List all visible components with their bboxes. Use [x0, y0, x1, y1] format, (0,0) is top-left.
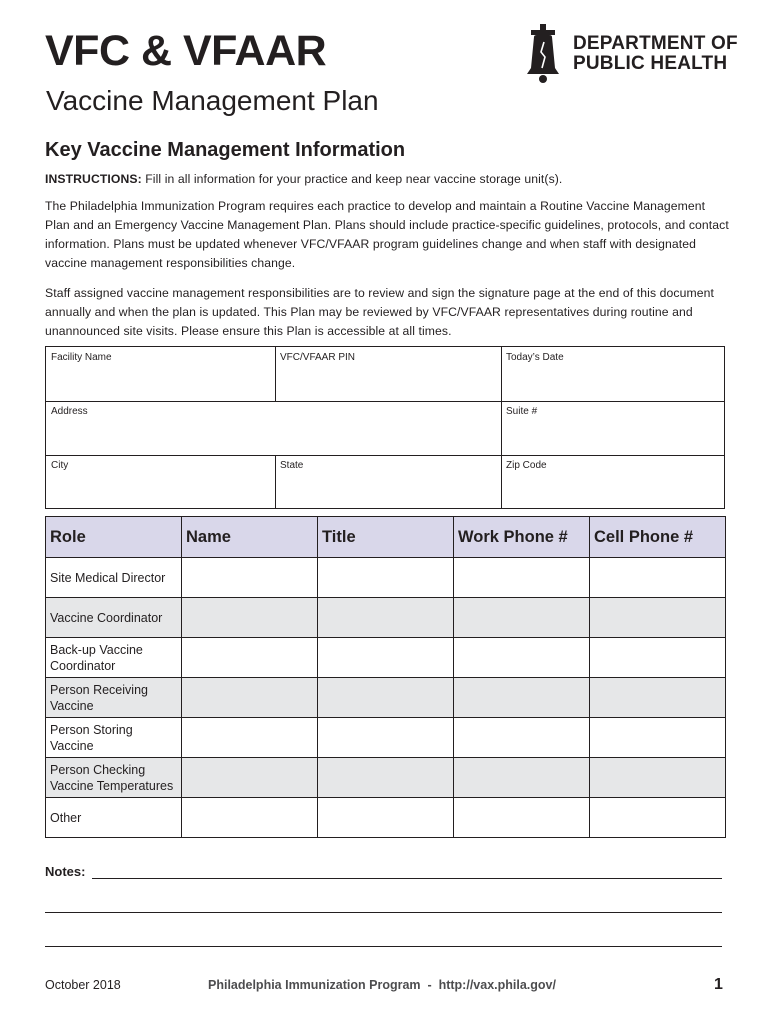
name-input-cell[interactable] [182, 758, 318, 798]
cell-phone-input-cell[interactable] [590, 758, 726, 798]
title-input-cell[interactable] [318, 758, 454, 798]
work-phone-input-cell[interactable] [454, 558, 590, 598]
work-phone-input-cell[interactable] [454, 678, 590, 718]
cell-phone-input-cell[interactable] [590, 598, 726, 638]
table-row [46, 718, 726, 758]
suite-field[interactable] [501, 401, 725, 455]
work-phone-input-cell[interactable] [454, 798, 590, 838]
role-label: Person Checking Vaccine Temperatures [46, 758, 182, 798]
name-input-cell[interactable] [182, 718, 318, 758]
suite-label: Suite # [506, 406, 538, 417]
name-input-cell[interactable] [182, 598, 318, 638]
work-phone-input-cell[interactable] [454, 758, 590, 798]
section-title: Key Vaccine Management Information [45, 139, 406, 161]
instructions [45, 170, 730, 189]
title-input-cell[interactable] [318, 798, 454, 838]
state-label: State [280, 460, 304, 471]
name-input-cell[interactable] [182, 798, 318, 838]
instructions-text: Fill in all information for your practice and keep near vaccine storage unit(s). [141, 172, 563, 186]
address-field[interactable] [46, 401, 501, 455]
table-row [46, 638, 726, 678]
roles-table [45, 516, 726, 838]
role-label: Back-up Vaccine Coordinator [46, 638, 182, 678]
logo-line-2: PUBLIC HEALTH [573, 53, 728, 74]
work-phone-input-cell[interactable] [454, 638, 590, 678]
table-row [46, 798, 726, 838]
cell-phone-input-cell[interactable] [590, 798, 726, 838]
city-field[interactable] [46, 455, 275, 509]
zip-field[interactable] [501, 455, 725, 509]
table-row [46, 598, 726, 638]
title-input-cell[interactable] [318, 718, 454, 758]
table-header-row [46, 517, 726, 558]
cell-phone-input-cell[interactable] [590, 718, 726, 758]
cell-phone-input-cell[interactable] [590, 558, 726, 598]
column-header-cell-phone: Cell Phone # [590, 517, 726, 558]
column-header-name: Name [182, 517, 318, 558]
department-logo [521, 24, 751, 86]
facility-info-form [45, 346, 725, 509]
title-input-cell[interactable] [318, 558, 454, 598]
name-input-cell[interactable] [182, 678, 318, 718]
title-input-cell[interactable] [318, 678, 454, 718]
city-label: City [51, 460, 69, 471]
work-phone-input-cell[interactable] [454, 718, 590, 758]
role-label: Person Receiving Vaccine [46, 678, 182, 718]
liberty-bell-icon [521, 24, 565, 84]
column-header-title: Title [318, 517, 454, 558]
pin-field[interactable] [275, 347, 501, 401]
column-header-work-phone: Work Phone # [454, 517, 590, 558]
role-label: Other [46, 798, 182, 838]
table-row [46, 758, 726, 798]
zip-label: Zip Code [506, 460, 547, 471]
date-label: Today’s Date [506, 352, 564, 363]
state-field[interactable] [275, 455, 501, 509]
page-number: 1 [714, 976, 723, 993]
title-input-cell[interactable] [318, 598, 454, 638]
notes-line[interactable] [45, 912, 722, 913]
logo-line-1: DEPARTMENT OF [573, 33, 738, 54]
name-input-cell[interactable] [182, 558, 318, 598]
table-row [46, 558, 726, 598]
paragraph-requirements: The Philadelphia Immunization Program requires each practice to develop and maintain a Routine Vaccine Management Plan and an Emergency Vaccine Management Plan. Plans should include practice-specific guidelines, protocols, and contact information. Plans must be updated whenever VFC/VFAAR program guidelines change and when staff with designated vaccine management responsibilities change. [45, 199, 729, 270]
role-label: Vaccine Coordinator [46, 598, 182, 638]
name-input-cell[interactable] [182, 638, 318, 678]
notes-line[interactable] [92, 878, 722, 879]
role-label: Site Medical Director [46, 558, 182, 598]
cell-phone-input-cell[interactable] [590, 678, 726, 718]
facility-name-field[interactable] [46, 347, 275, 401]
document-subtitle: Vaccine Management Plan [46, 85, 379, 116]
date-field[interactable] [501, 347, 725, 401]
paragraph-signature: Staff assigned vaccine management responsibilities are to review and sign the signature page at the end of this document annually and when the plan is updated. This Plan may be reviewed by VFC/VFAAR representatives during routine and unannounced site visits. Please ensure this Plan is accessible at all times. [45, 286, 714, 338]
footer-program: Philadelphia Immunization Program - http://vax.phila.gov/ [208, 978, 556, 992]
work-phone-input-cell[interactable] [454, 598, 590, 638]
facility-name-label: Facility Name [51, 352, 112, 363]
instructions-label: INSTRUCTIONS: [45, 172, 142, 186]
notes-line[interactable] [45, 946, 722, 947]
footer-date: October 2018 [45, 978, 121, 992]
notes-label: Notes: [45, 864, 86, 879]
document-title: VFC & VFAAR [45, 27, 327, 75]
cell-phone-input-cell[interactable] [590, 638, 726, 678]
role-label: Person Storing Vaccine [46, 718, 182, 758]
pin-label: VFC/VFAAR PIN [280, 352, 356, 363]
table-row [46, 678, 726, 718]
column-header-role: Role [46, 517, 182, 558]
title-input-cell[interactable] [318, 638, 454, 678]
address-label: Address [51, 406, 88, 417]
